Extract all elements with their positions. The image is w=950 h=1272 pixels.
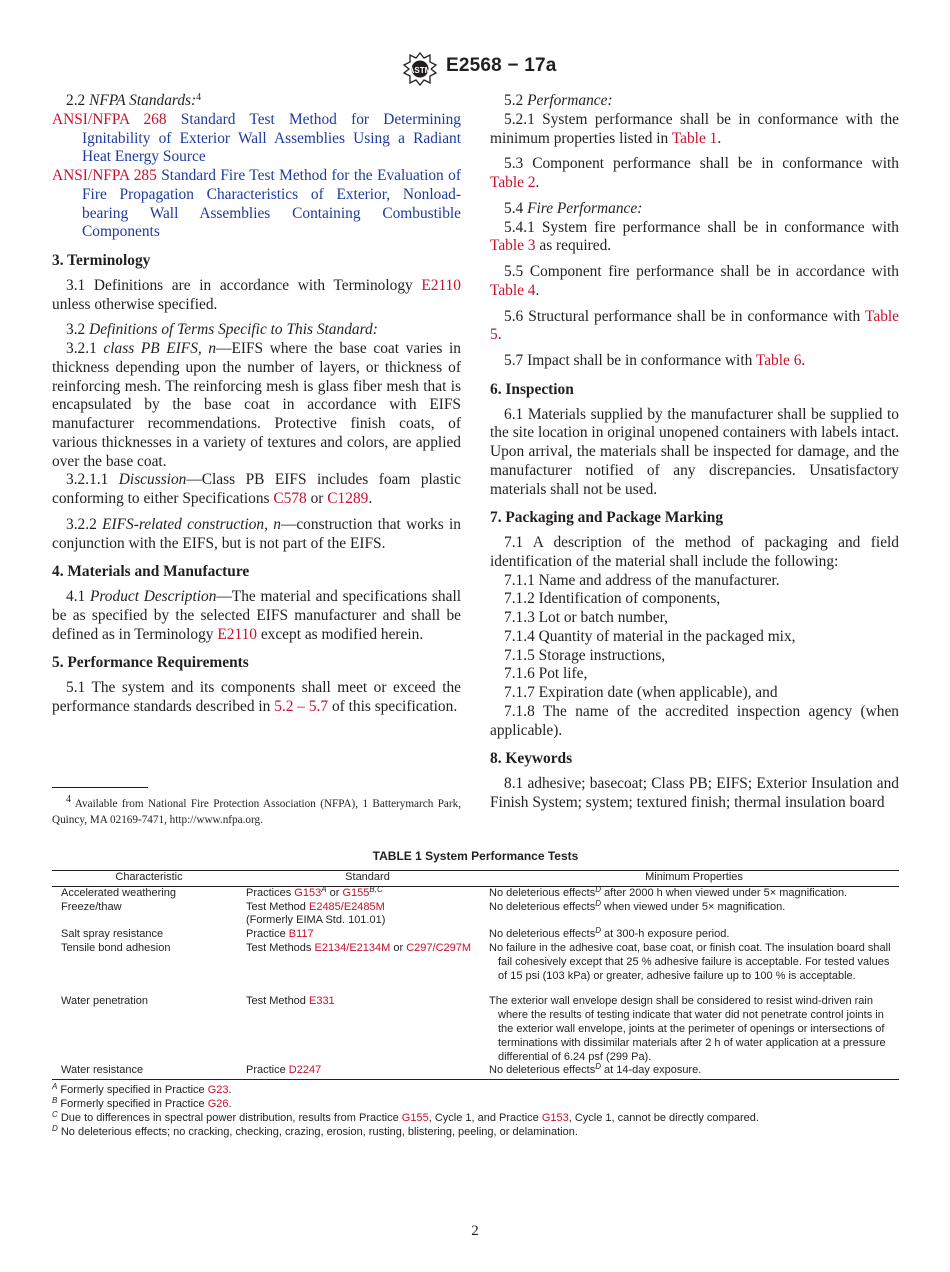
table-6-link[interactable]: Table 6 xyxy=(755,352,802,369)
section-7-heading: 7. Packaging and Package Marking xyxy=(490,509,724,527)
c578-link[interactable]: C578 xyxy=(273,490,307,507)
svg-text:ASTM: ASTM xyxy=(408,66,432,75)
table-row: Tensile bond adhesion Test Methods E2134/E2134M or C297/C297M No failure in the adhesive coat, base coat, or finish coat. The insulation board shall fail cohesively except that 25 % adhesive failure is acceptable. For tested values of 15 psi (103 kPa) or greater, adhesive failure up to 100 % is acceptable. xyxy=(61,941,891,982)
list-item: 7.1.1 Name and address of the manufacturer. xyxy=(504,571,780,589)
left-column xyxy=(52,92,461,717)
column-header: Characteristic xyxy=(52,870,246,886)
list-item: 7.1.8 The name of the accredited inspection agency (when applicable). xyxy=(490,702,899,739)
table-footnote: $^A$ Formerly specified in Practice G23. xyxy=(52,1082,232,1097)
paragraph-5-7: 5.7 Impact shall be in conformance with Table 6. xyxy=(504,352,806,369)
paragraph-3-1: 3.1 Definitions are in accordance with Terminology E2110 unless otherwise specified. xyxy=(52,276,461,313)
paragraph-5-4: 5.4 Fire Performance: xyxy=(504,199,643,217)
e331-link[interactable]: E331 xyxy=(308,995,335,1008)
table-1-link[interactable]: Table 1 xyxy=(671,129,718,147)
paragraph-5-2-1: 5.2.1 System performance shall be in conformance with the minimum properties listed in Table 1. xyxy=(490,110,899,147)
page-header xyxy=(0,52,950,86)
e2110-link[interactable]: E2110 xyxy=(421,276,461,294)
g23-link[interactable]: G23 xyxy=(207,1084,229,1097)
section-3-heading: 3. Terminology xyxy=(52,252,151,269)
g26-link[interactable]: G26 xyxy=(207,1097,229,1110)
paragraph-6-1: 6.1 Materials supplied by the manufacturer shall be supplied to the site location in original unopened containers with labels intact. Upon arrival, the materials shall be inspected for damage, and the manufacturer notified of any discrepancies. Unsatisfactory materials shall not be used. xyxy=(490,405,899,498)
table-footnote: $^D$ No deleterious effects; no cracking, checking, crazing, erosion, rusting, blistering, peeling, or delamination. xyxy=(52,1123,578,1138)
table-4-link[interactable]: Table 4 xyxy=(490,281,536,299)
g153-note-link[interactable]: G153 xyxy=(541,1111,569,1124)
document-id: E2568 − 17a xyxy=(446,55,557,76)
reference-nfpa-285: ANSI/NFPA 285 Standard Fire Test Method for the Evaluation of Fire Propagation Characteristics of Exterior, Nonload-bearing Wall Assemblies Containing Combustible Components xyxy=(52,167,461,241)
table-row: Water resistance Practice D2247 No deleterious effects$^D$ at 14-day exposure. xyxy=(52,1064,899,1079)
paragraph-5-6: 5.6 Structural performance shall be in conformance with Table 5. xyxy=(490,307,899,344)
nfpa-285-link[interactable]: ANSI/NFPA 285 xyxy=(52,167,157,184)
column-header: Minimum Properties xyxy=(489,870,899,886)
paragraph-4-1: 4.1 Product Description—The material and specifications shall be as specified by the selected EIFS manufacturer and shall be defined as in Terminology E2110 except as modified herein. xyxy=(52,588,461,643)
table-title: TABLE 1 System Performance Tests xyxy=(372,849,579,863)
table-header-row xyxy=(52,870,899,886)
page-number: 2 xyxy=(471,1223,479,1239)
column-header: Standard xyxy=(246,870,489,886)
paragraph-3-2: 3.2 Definitions of Terms Specific to This Standard: xyxy=(66,321,378,339)
section-8-heading: 8. Keywords xyxy=(490,750,573,768)
astm-logo-icon xyxy=(402,52,438,86)
list-item: 7.1.7 Expiration date (when applicable), and xyxy=(504,684,778,701)
table-1 xyxy=(52,850,899,1139)
table-5-link[interactable]: Table 5 xyxy=(490,307,899,344)
table-row: Water penetration Test Method E331 The exterior wall envelope design shall be considered to resist wind-driven rain where the results of testing indicate that water did not penetrate control joints in the exterior wall envelope, joints at the perimeter of openings or intersections of terminations with dissimilar materials after 2 h of water application at a pressure differential of 6.24 psf (299 Pa). xyxy=(61,995,886,1063)
list-item: 7.1.5 Storage instructions, xyxy=(504,646,666,664)
list-item: 7.1.3 Lot or batch number, xyxy=(504,609,668,626)
footnote-rule xyxy=(52,787,148,788)
paragraph-3-2-1: 3.2.1 class PB EIFS, n—EIFS where the base coat varies in thickness depending upon the number of layers, or thickness of reinforcing mesh. The reinforcing mesh is glass fiber mesh that is encapsulated by the base coat in accordance with EIFS manufacturer recommendations. Protective finish coats, of various thicknesses in a variety of textures and colors, are applied over the base coat. xyxy=(52,340,461,470)
section-4-heading: 4. Materials and Manufacture xyxy=(52,563,250,581)
paragraph-8-1: 8.1 adhesive; basecoat; Class PB; EIFS; Exterior Insulation and Finish System; system; textured finish; thermal insulation board xyxy=(490,775,899,811)
performance-table xyxy=(52,870,899,1080)
paragraph-3-2-1-1: 3.2.1.1 Discussion—Class PB EIFS includes foam plastic conforming to either Specifications C578 or C1289. xyxy=(52,471,461,507)
section-5-heading: 5. Performance Requirements xyxy=(52,654,249,672)
section-5-2-5-7-link[interactable]: 5.2 – 5.7 xyxy=(274,697,329,715)
table-footnote: $^C$ Due to differences in spectral power distribution, results from Practice G155, Cycle 1, and Practice G153, Cycle 1, cannot be directly compared. xyxy=(52,1109,759,1124)
e2110-link-2[interactable]: E2110 xyxy=(217,625,257,643)
e2134-link[interactable]: E2134/E2134M xyxy=(314,941,391,954)
g155-link[interactable]: G155 xyxy=(342,886,370,899)
paragraph-5-1: 5.1 The system and its components shall meet or exceed the performance standards described in 5.2 – 5.7 of this specification. xyxy=(52,679,461,715)
reference-nfpa-268: ANSI/NFPA 268 Standard Test Method for Determining Ignitability of Exterior Wall Assemblies Using a Radiant Heat Energy Source xyxy=(52,110,461,166)
paragraph-5-4-1: 5.4.1 System fire performance shall be in conformance with Table 3 as required. xyxy=(490,218,899,255)
table-footnotes xyxy=(52,1084,899,1139)
paragraph-7-1: 7.1 A description of the method of packaging and field identification of the material shall include the following: xyxy=(490,534,899,570)
paragraph-5-3: 5.3 Component performance shall be in conformance with Table 2. xyxy=(490,155,899,191)
c1289-link[interactable]: C1289 xyxy=(327,490,369,507)
list-item: 7.1.2 Identification of components, xyxy=(504,590,721,608)
e2485-link[interactable]: E2485/E2485M xyxy=(308,900,385,913)
paragraph-5-2: 5.2 Performance: xyxy=(504,92,613,109)
c297-link[interactable]: C297/C297M xyxy=(406,941,472,954)
right-column xyxy=(490,92,899,813)
b117-link[interactable]: B117 xyxy=(288,928,314,941)
d2247-link[interactable]: D2247 xyxy=(288,1064,322,1077)
table-row: Salt spray resistance Practice B117 No deleterious effects$^D$ at 300-h exposure period. xyxy=(61,926,730,941)
table-3-link[interactable]: Table 3 xyxy=(490,237,536,255)
section-2-2-heading: 2.2 NFPA Standards:$^4$ xyxy=(66,92,202,109)
table-row: Accelerated weathering Practices $G153^A$ or $G155^{B,C}$ No deleterious effects$^D$ after 2000 h when viewed under 5× magnification. xyxy=(61,884,848,899)
paragraph-3-2-2: 3.2.2 EIFS-related construction, n—construction that works in conjunction with the EIFS, but is not part of the EIFS. xyxy=(52,515,461,552)
table-2-link[interactable]: Table 2 xyxy=(490,174,536,191)
list-item: 7.1.4 Quantity of material in the packaged mix, xyxy=(504,627,796,645)
g155-note-link[interactable]: G155 xyxy=(401,1111,429,1124)
paragraph-5-5: 5.5 Component fire performance shall be in accordance with Table 4. xyxy=(490,263,899,299)
footnote-4: $^4$ Available from National Fire Protection Association (NFPA), 1 Batterymarch Park, Quincy, MA 02169-7471, http://www.nfpa.org. xyxy=(52,794,461,826)
nfpa-268-link[interactable]: ANSI/NFPA 268 xyxy=(52,110,167,128)
g153-link[interactable]: G153 xyxy=(294,886,322,899)
table-footnote: $^B$ Formerly specified in Practice G26. xyxy=(52,1095,232,1110)
list-item: 7.1.6 Pot life, xyxy=(504,665,588,683)
section-6-heading: 6. Inspection xyxy=(490,380,574,398)
table-row: Freeze/thaw Test Method E2485/E2485M (Formerly EIMA Std. 101.01) No deleterious effects$^D$ when viewed under 5× magnification. xyxy=(61,898,786,927)
